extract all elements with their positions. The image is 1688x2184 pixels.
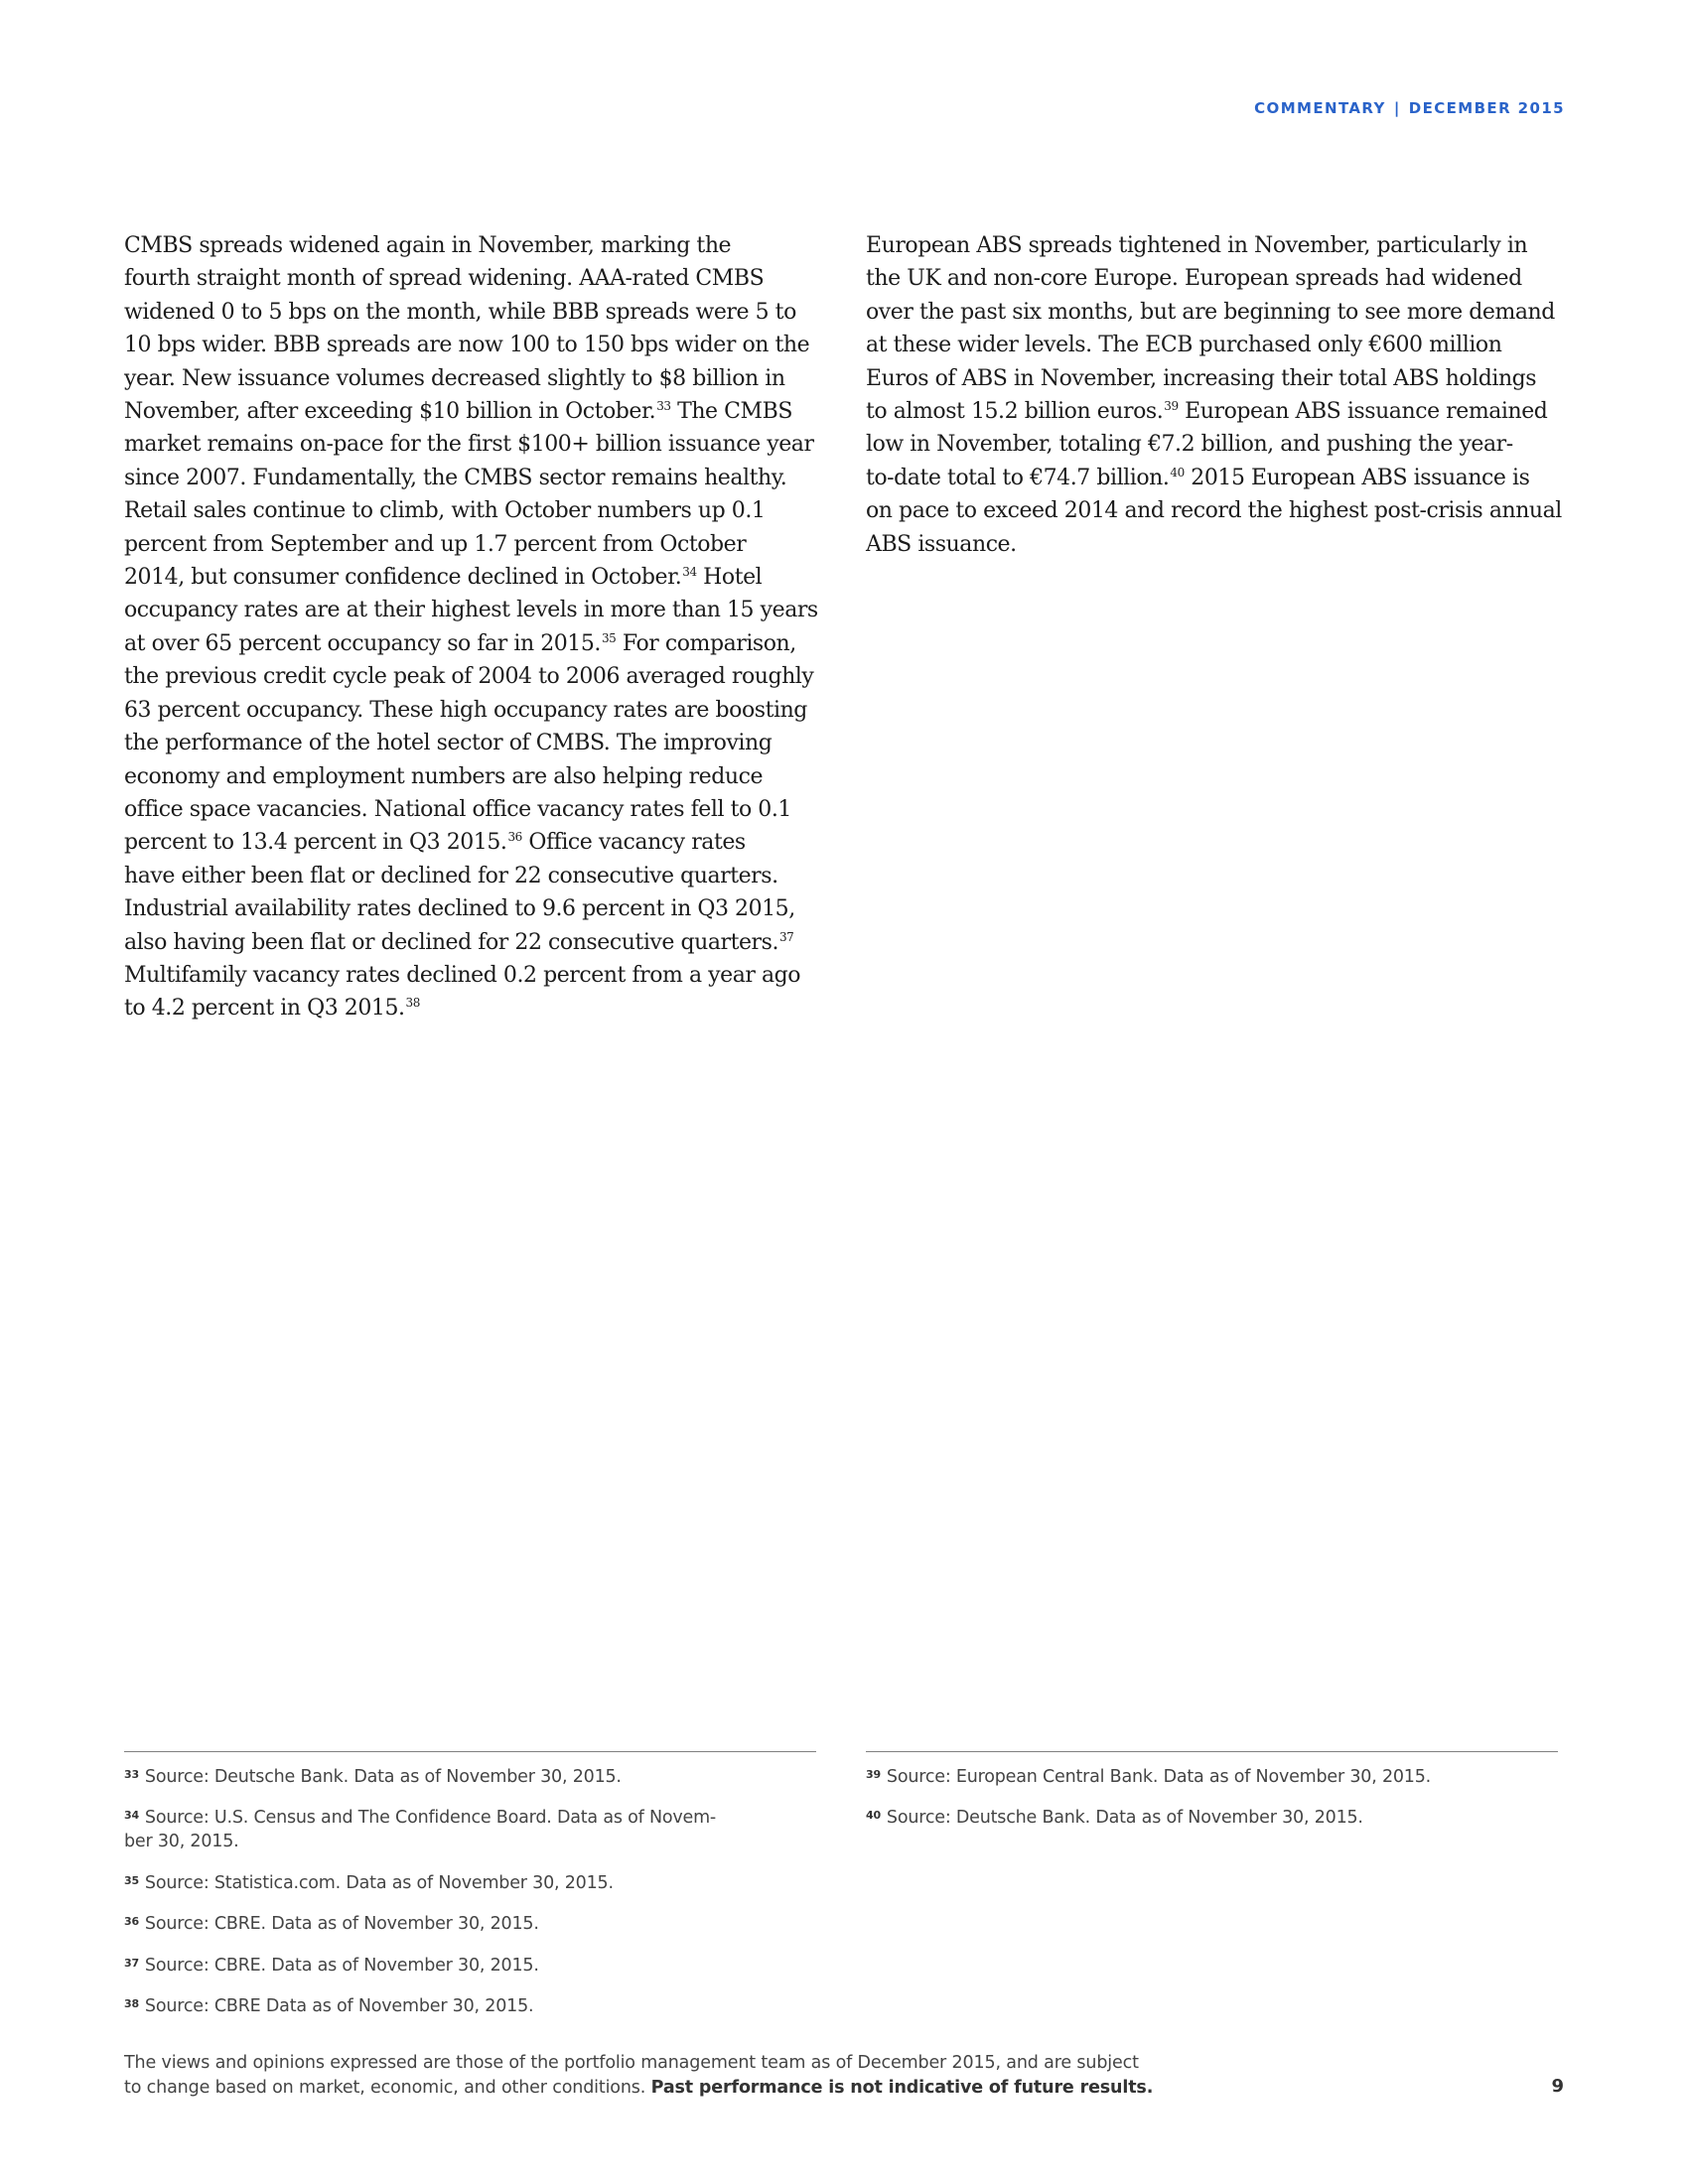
footnote-text: Source: CBRE Data as of November 30, 2015. — [144, 1996, 534, 2016]
footnote-divider-right — [866, 1751, 1558, 1752]
text-line-content: also having been flat or declined for 22 consecutive quarters. — [124, 929, 778, 955]
text-line-content: economy and employment numbers are also helping reduce — [124, 763, 764, 789]
text-line — [124, 362, 819, 395]
footnote-reference: 37 — [779, 929, 794, 944]
text-line-continuation: Hotel — [696, 565, 763, 591]
disclaimer-line-2-text: to change based on market, economic, and other conditions. — [124, 2078, 651, 2098]
disclaimer — [124, 2051, 1316, 2101]
text-line — [124, 494, 819, 527]
text-line — [124, 760, 819, 793]
text-line-content: 2014, but consumer confidence declined in October. — [124, 565, 682, 591]
text-line — [124, 826, 819, 859]
footnote-34 — [124, 1804, 819, 1853]
footnote-number: 37 — [124, 1957, 139, 1970]
header-section: COMMENTARY — [1254, 99, 1386, 117]
text-line-continuation: For comparison, — [616, 630, 796, 656]
text-line-content: office space vacancies. National office vacancy rates fell to 0.1 — [124, 796, 791, 822]
text-line — [124, 462, 819, 494]
text-line — [124, 594, 819, 626]
text-line-content: Multifamily vacancy rates declined 0.2 percent from a year ago — [124, 962, 801, 988]
text-line — [866, 428, 1564, 461]
footnote-number: 33 — [124, 1768, 139, 1781]
text-line — [866, 494, 1564, 527]
footnote-reference: 36 — [507, 830, 522, 845]
header-separator: | — [1393, 99, 1401, 117]
footnote-divider-left — [124, 1751, 816, 1752]
text-line-content: the previous credit cycle peak of 2004 to 2006 averaged roughly — [124, 664, 814, 690]
footnote-reference: 33 — [656, 399, 671, 414]
text-line — [124, 528, 819, 561]
text-line-content: percent to 13.4 percent in Q3 2015. — [124, 830, 507, 856]
text-line — [124, 561, 819, 594]
text-line-continuation: European ABS issuance remained — [1178, 399, 1548, 425]
text-line-content: at over 65 percent occupancy so far in 2015. — [124, 630, 601, 656]
text-line — [124, 296, 819, 329]
text-line-content: to-date total to €74.7 billion. — [866, 465, 1170, 490]
text-line-content: CMBS spreads widened again in November, marking the — [124, 233, 732, 258]
text-line — [866, 462, 1564, 494]
text-line-content: European ABS spreads tightened in November, particularly in — [866, 233, 1528, 258]
text-line-content: over the past six months, but are beginning to see more demand — [866, 299, 1555, 325]
footnote-39 — [866, 1763, 1561, 1789]
text-line-continuation: Office vacancy rates — [521, 830, 746, 856]
footnote-reference: 34 — [682, 565, 697, 580]
text-line-content: to 4.2 percent in Q3 2015. — [124, 996, 405, 1022]
footnote-reference: 40 — [1170, 465, 1185, 479]
text-line — [124, 329, 819, 361]
footnote-number: 36 — [124, 1915, 139, 1928]
footnote-36 — [124, 1910, 819, 1936]
text-line-content: the performance of the hotel sector of CMBS. The improving — [124, 731, 773, 756]
footnote-text: Source: European Central Bank. Data as of November 30, 2015. — [886, 1767, 1432, 1787]
footnote-reference: 38 — [405, 996, 420, 1011]
text-line — [866, 395, 1564, 428]
disclaimer-line-1: The views and opinions expressed are those of the portfolio management team as of December 2015, and are subject — [124, 2053, 1139, 2073]
footnote-37 — [124, 1952, 819, 1978]
text-line — [124, 926, 819, 959]
footnote-number: 34 — [124, 1809, 139, 1822]
footnote-number: 39 — [866, 1768, 881, 1781]
text-line-content: widened 0 to 5 bps on the month, while BBB spreads were 5 to — [124, 299, 796, 325]
text-line — [124, 262, 819, 295]
footnote-33 — [124, 1763, 819, 1789]
disclaimer-bold-warning: Past performance is not indicative of future results. — [650, 2078, 1154, 2098]
footnote-text: Source: CBRE. Data as of November 30, 2015. — [144, 1956, 539, 1976]
footnote-reference: 39 — [1164, 399, 1179, 414]
text-line-content: Industrial availability rates declined to 9.6 percent in Q3 2015, — [124, 896, 795, 922]
footnote-38 — [124, 1992, 819, 2018]
right-column-text — [866, 229, 1564, 561]
text-line-content: the UK and non-core Europe. European spreads had widened — [866, 266, 1522, 292]
text-line-content: market remains on-pace for the first $100+ billion issuance year — [124, 432, 814, 458]
text-line — [124, 627, 819, 660]
text-line-content: occupancy rates are at their highest levels in more than 15 years — [124, 598, 818, 623]
footnote-text: Source: U.S. Census and The Confidence Board. Data as of Novem- — [144, 1808, 717, 1828]
text-line-content: since 2007. Fundamentally, the CMBS sector remains healthy. — [124, 465, 787, 490]
text-line — [124, 660, 819, 693]
text-line-content: low in November, totaling €7.2 billion, and pushing the year- — [866, 432, 1513, 458]
footnote-number: 35 — [124, 1874, 139, 1887]
text-line-content: at these wider levels. The ECB purchased only €600 million — [866, 333, 1502, 358]
text-line — [124, 694, 819, 727]
text-line — [124, 395, 819, 428]
text-line — [124, 892, 819, 925]
disclaimer-line-2 — [124, 2076, 1316, 2101]
footnote-text: Source: Statistica.com. Data as of November 30, 2015. — [144, 1873, 614, 1893]
running-header — [1254, 99, 1565, 117]
text-line-content: fourth straight month of spread widening. AAA-rated CMBS — [124, 266, 765, 292]
footnote-35 — [124, 1869, 819, 1895]
text-line — [866, 362, 1564, 395]
footnote-text-continued: ber 30, 2015. — [124, 1832, 239, 1851]
text-line — [124, 428, 819, 461]
text-line-continuation: The CMBS — [670, 399, 792, 425]
text-line-content: 10 bps wider. BBB spreads are now 100 to 150 bps wider on the — [124, 333, 810, 358]
text-line-content: on pace to exceed 2014 and record the highest post-crisis annual — [866, 498, 1562, 524]
text-line-content: percent from September and up 1.7 percent from October — [124, 531, 747, 557]
text-line-content: have either been flat or declined for 22 consecutive quarters. — [124, 863, 778, 888]
text-line-content: year. New issuance volumes decreased slightly to $8 billion in — [124, 365, 785, 391]
text-line — [866, 229, 1564, 262]
text-line — [866, 329, 1564, 361]
text-line-content: ABS issuance. — [866, 531, 1017, 557]
text-line-content: Euros of ABS in November, increasing their total ABS holdings — [866, 365, 1537, 391]
footnote-text: Source: Deutsche Bank. Data as of November 30, 2015. — [886, 1808, 1363, 1828]
footnote-40 — [866, 1804, 1561, 1830]
page-number: 9 — [1551, 2076, 1564, 2097]
footnote-text: Source: CBRE. Data as of November 30, 2015. — [144, 1914, 539, 1934]
text-line-content: November, after exceeding $10 billion in October. — [124, 399, 656, 425]
text-line-continuation: 2015 European ABS issuance is — [1184, 465, 1530, 490]
text-line — [866, 528, 1564, 561]
footnote-text: Source: Deutsche Bank. Data as of November 30, 2015. — [144, 1767, 622, 1787]
text-line — [124, 727, 819, 759]
text-line — [124, 860, 819, 892]
text-line-content: Retail sales continue to climb, with October numbers up 0.1 — [124, 498, 766, 524]
left-column-text — [124, 229, 819, 1025]
text-line — [124, 229, 819, 262]
text-line — [124, 992, 819, 1024]
text-line — [866, 262, 1564, 295]
text-line-content: 63 percent occupancy. These high occupancy rates are boosting — [124, 697, 807, 723]
footnote-reference: 35 — [601, 630, 617, 645]
text-line — [124, 959, 819, 992]
footnote-number: 40 — [866, 1809, 881, 1822]
text-line — [124, 793, 819, 826]
footnote-number: 38 — [124, 1997, 139, 2010]
header-date: DECEMBER 2015 — [1408, 99, 1565, 117]
text-line — [866, 296, 1564, 329]
text-line-content: to almost 15.2 billion euros. — [866, 399, 1164, 425]
